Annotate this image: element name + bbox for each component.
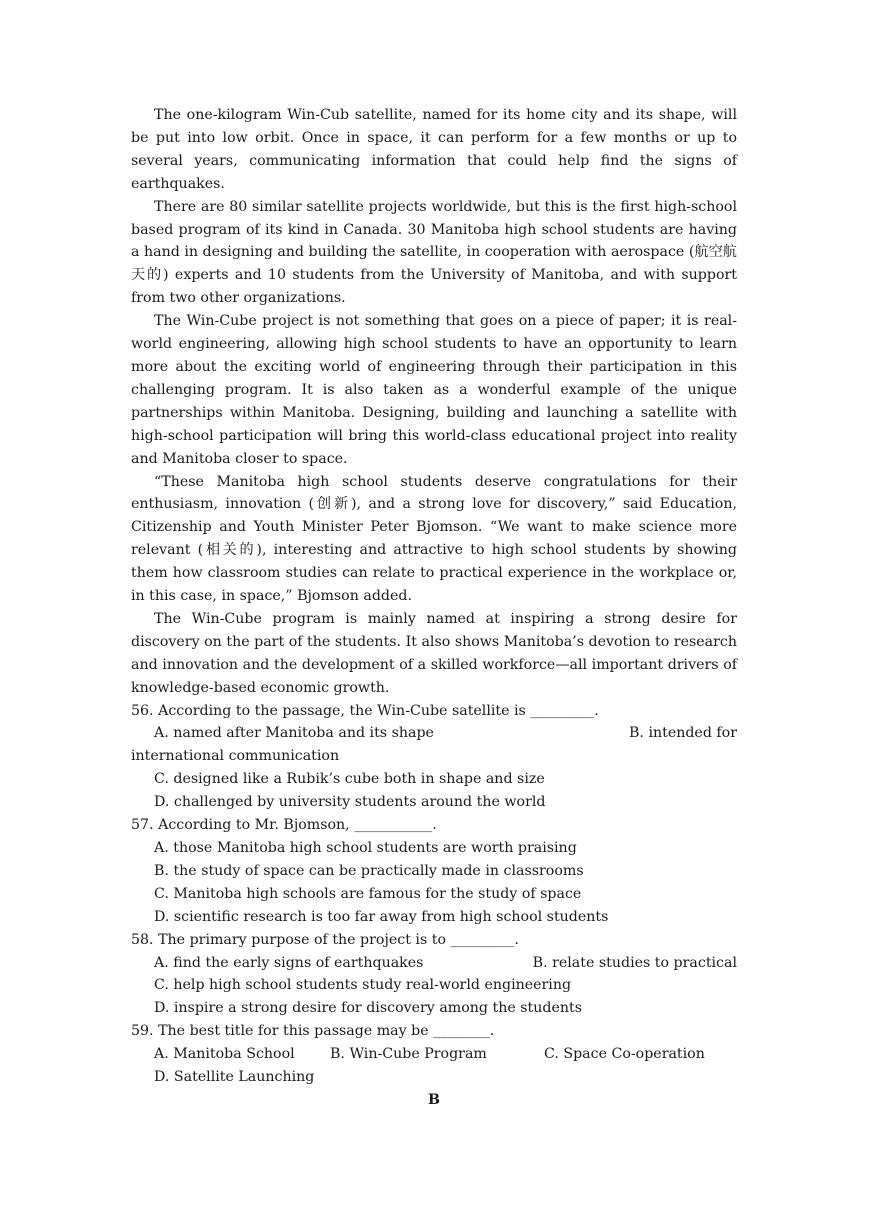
- question-59-option-c: C. Space Co-operation: [544, 1046, 705, 1063]
- passage-paragraph-1: The one-kilogram Win-Cub satellite, named for its home city and its shape, will be put into low orbit. Once in space, it can perform for a few months or up to several years, communicating information that could help find the signs of earthquakes.: [131, 107, 737, 192]
- passage-paragraph-4: “These Manitoba high school students deserve congratulations for their enthusiasm, innovation (创新), and a strong love for discovery,” said Education, Citizenship and Youth Minister Peter Bjomson. “We want to make science more relevant (相关的), interesting and attractive to high school students by showing them how classroom studies can relate to practical experience in the workplace or, in this case, in space,” Bjomson added.: [131, 473, 737, 605]
- passage-paragraph-2: There are 80 similar satellite projects worldwide, but this is the first high-school based program of its kind in Canada. 30 Manitoba high school students are having a hand in designing and building the satellite, in cooperation with aerospace (航空航天的) experts and 10 students from the University of Manitoba, and with support from two other organizations.: [131, 198, 737, 307]
- question-56-option-c: C. designed like a Rubik’s cube both in shape and size: [154, 771, 545, 788]
- question-56-stem: 56. According to the passage, the Win-Cube satellite is _________.: [131, 702, 599, 719]
- document-page: [131, 104, 737, 1112]
- question-58: [131, 929, 737, 1021]
- question-59-option-a: A. Manitoba School: [154, 1046, 295, 1063]
- question-57-option-a: A. those Manitoba high school students are worth praising: [154, 840, 577, 856]
- question-56-option-b: B. intended for: [629, 725, 737, 742]
- question-58-option-c: C. help high school students study real-world engineering: [154, 977, 572, 994]
- question-58-options-ab: [131, 952, 737, 975]
- section-heading-b: B: [428, 1091, 440, 1108]
- question-57-option-d: D. scientific research is too far away from high school students: [154, 908, 609, 925]
- question-58-stem: 58. The primary purpose of the project is to _________.: [131, 931, 519, 948]
- question-59-option-b: B. Win-Cube Program: [330, 1046, 487, 1063]
- question-57-option-c: C. Manitoba high schools are famous for the study of space: [154, 885, 582, 902]
- question-59: [131, 1020, 737, 1089]
- question-57-option-b: B. the study of space can be practically made in classrooms: [154, 862, 584, 879]
- question-58-option-b: B. relate studies to practical: [532, 954, 737, 971]
- question-56-options-ab: [131, 722, 737, 745]
- question-57-stem: 57. According to Mr. Bjomson, ___________.: [131, 817, 437, 834]
- question-56-option-d: D. challenged by university students around the world: [154, 794, 546, 811]
- question-56: [131, 700, 737, 815]
- question-59-options-abc: [131, 1043, 737, 1066]
- question-59-stem: 59. The best title for this passage may be ________.: [131, 1023, 495, 1040]
- passage-paragraph-5: The Win-Cube program is mainly named at inspiring a strong desire for discovery on the part of the students. It also shows Manitoba’s devotion to research and innovation and the development of a skilled workforce—all important drivers of knowledge-based economic growth.: [131, 610, 737, 696]
- question-57: [131, 814, 737, 929]
- question-56-option-b-continued: international communication: [131, 748, 340, 765]
- passage-paragraph-3: The Win-Cube project is not something that goes on a piece of paper; it is real-world engineering, allowing high school students to have an opportunity to learn more about the exciting world of engineering through their participation in this challenging program. It is also taken as a wonderful example of the unique partnerships within Manitoba. Designing, building and launching a satellite with high-school participation will bring this world-class educational project into reality and Manitoba closer to space.: [131, 313, 737, 467]
- question-56-option-a: A. named after Manitoba and its shape: [154, 725, 434, 742]
- question-58-option-a: A. find the early signs of earthquakes: [154, 954, 424, 971]
- question-59-option-d: D. Satellite Launching: [154, 1069, 315, 1086]
- question-58-option-d: D. inspire a strong desire for discovery among the students: [154, 1000, 582, 1017]
